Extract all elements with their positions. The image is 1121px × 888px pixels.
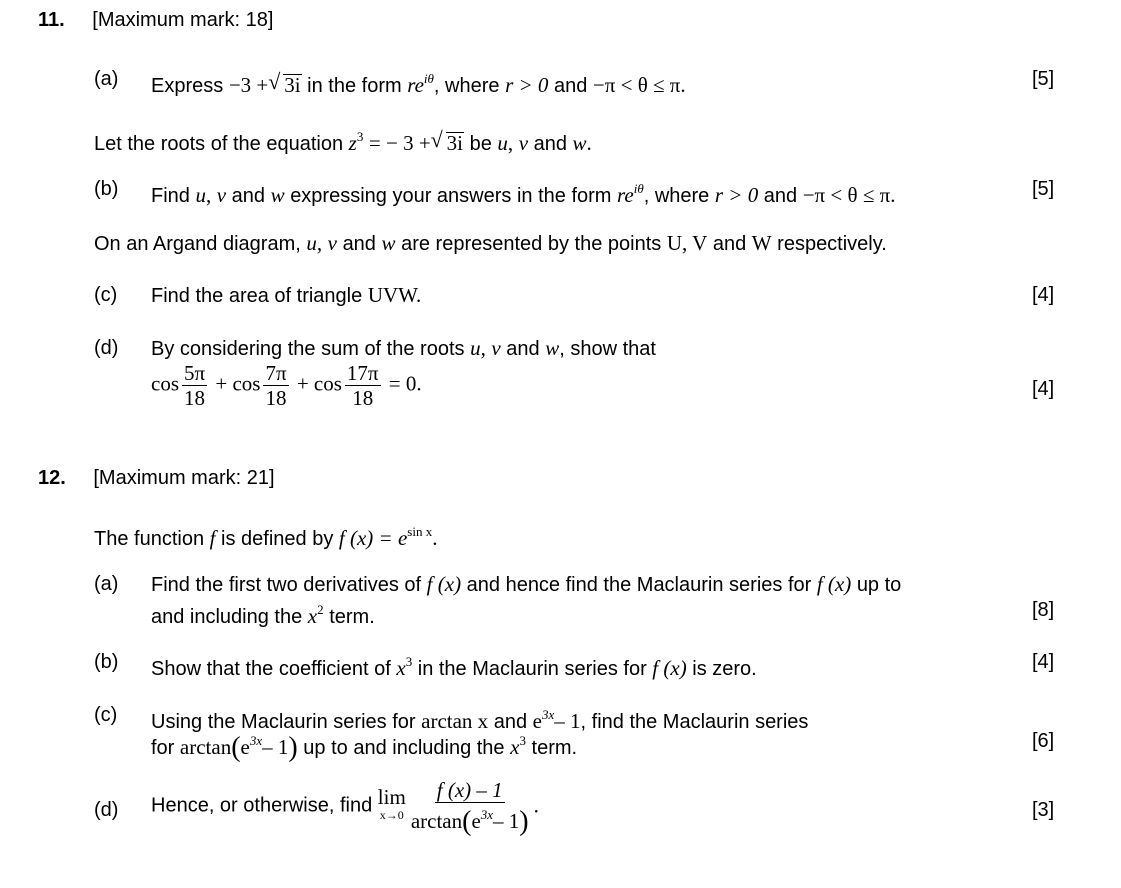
q12b-text: Show that the coefficient of $x^3$ in the Maclaurin series for f (x) is zero. xyxy=(151,654,757,680)
q11a-label: (a) xyxy=(94,68,119,90)
q11c-label: (c) xyxy=(94,284,118,306)
q11d-label: (d) xyxy=(94,337,119,359)
fraction-7pi-18: $\frac{7\pi}{18}$ xyxy=(265,361,287,410)
q12-number: 12. xyxy=(38,467,66,489)
q11b-label: (b) xyxy=(94,178,119,200)
sqrt-sign: √ 3i xyxy=(268,69,301,97)
q12b-mark: [4] xyxy=(1032,651,1055,673)
q12c-text-line2: for $\arctan(e^{3x}-$ 1) up to and including the $x^3$ term. xyxy=(151,732,578,763)
q11-number: 11. xyxy=(38,9,65,31)
q12c-text-line1: Using the Maclaurin series for arctan x and $e^{3x}-$ 1, find the Maclaurin series xyxy=(151,707,809,733)
q11-argand: On an Argand diagram, u, v and w are represented by the points U, V and W respectively. xyxy=(94,231,887,255)
q12d-mark: [3] xyxy=(1032,799,1055,821)
q11c-text: Find the area of triangle UVW. xyxy=(151,283,422,307)
q11c-mark: [4] xyxy=(1032,284,1055,306)
q12a-text-line2: and including the $x^2$ term. xyxy=(151,602,375,628)
q12c-label: (c) xyxy=(94,704,118,726)
fraction-5pi-18: $\frac{5\pi}{18}$ xyxy=(184,361,206,410)
q11d-equation: cos $\frac{5\pi}{18}$ + cos $\frac{7\pi}{18}$ + cos $\frac{17\pi}{18}$ = 0. xyxy=(151,361,422,410)
q11d-text: By considering the sum of the roots u, v and w, show that xyxy=(151,336,656,360)
q11a-mark: [5] xyxy=(1032,68,1055,90)
limit-fraction: $\frac{f (x) - 1}{\arctan(e^{3x}- 1)}$ xyxy=(410,778,529,837)
q12a-mark: [8] xyxy=(1032,599,1055,621)
q12b-label: (b) xyxy=(94,651,119,673)
q11-heading xyxy=(38,8,273,32)
q11-max-mark: [Maximum mark: 18] xyxy=(92,9,274,31)
q12d-label: (d) xyxy=(94,799,119,821)
sqrt-sign: √ 3i xyxy=(430,127,464,155)
q12-intro: The function f is defined by f $(x) = e^{sin x}$. xyxy=(94,524,438,550)
q12c-mark: [6] xyxy=(1032,730,1055,752)
q11b-mark: [5] xyxy=(1032,178,1055,200)
q11-intro: Let the roots of the equation $z^3$ = − 3 + √ 3i be u, v and w. xyxy=(94,127,592,155)
q12d-text: Hence, or otherwise, find lim x→0 $\frac{f (x) - 1}{\arctan(e^{3x}- 1)}$ . xyxy=(151,778,539,837)
fraction-17pi-18: $\frac{17\pi}{18}$ xyxy=(346,361,379,410)
q12a-label: (a) xyxy=(94,573,119,595)
q12a-text-line1: Find the first two derivatives of f (x) and hence find the Maclaurin series for f (x) up to xyxy=(151,572,902,596)
q11a-text: Express −3 + √ 3i in the form $re^{i\theta}$, where r > 0 and −π < θ ≤ π. xyxy=(151,69,686,97)
q12-max-mark: [Maximum mark: 21] xyxy=(93,467,275,489)
q11d-mark: [4] xyxy=(1032,378,1055,400)
q11b-text: Find u, v and w expressing your answers in the form $re^{i\theta}$, where r > 0 and −π < θ ≤ π. xyxy=(151,181,896,207)
q12-heading xyxy=(38,466,275,490)
limit-operator: lim x→0 xyxy=(377,785,406,822)
